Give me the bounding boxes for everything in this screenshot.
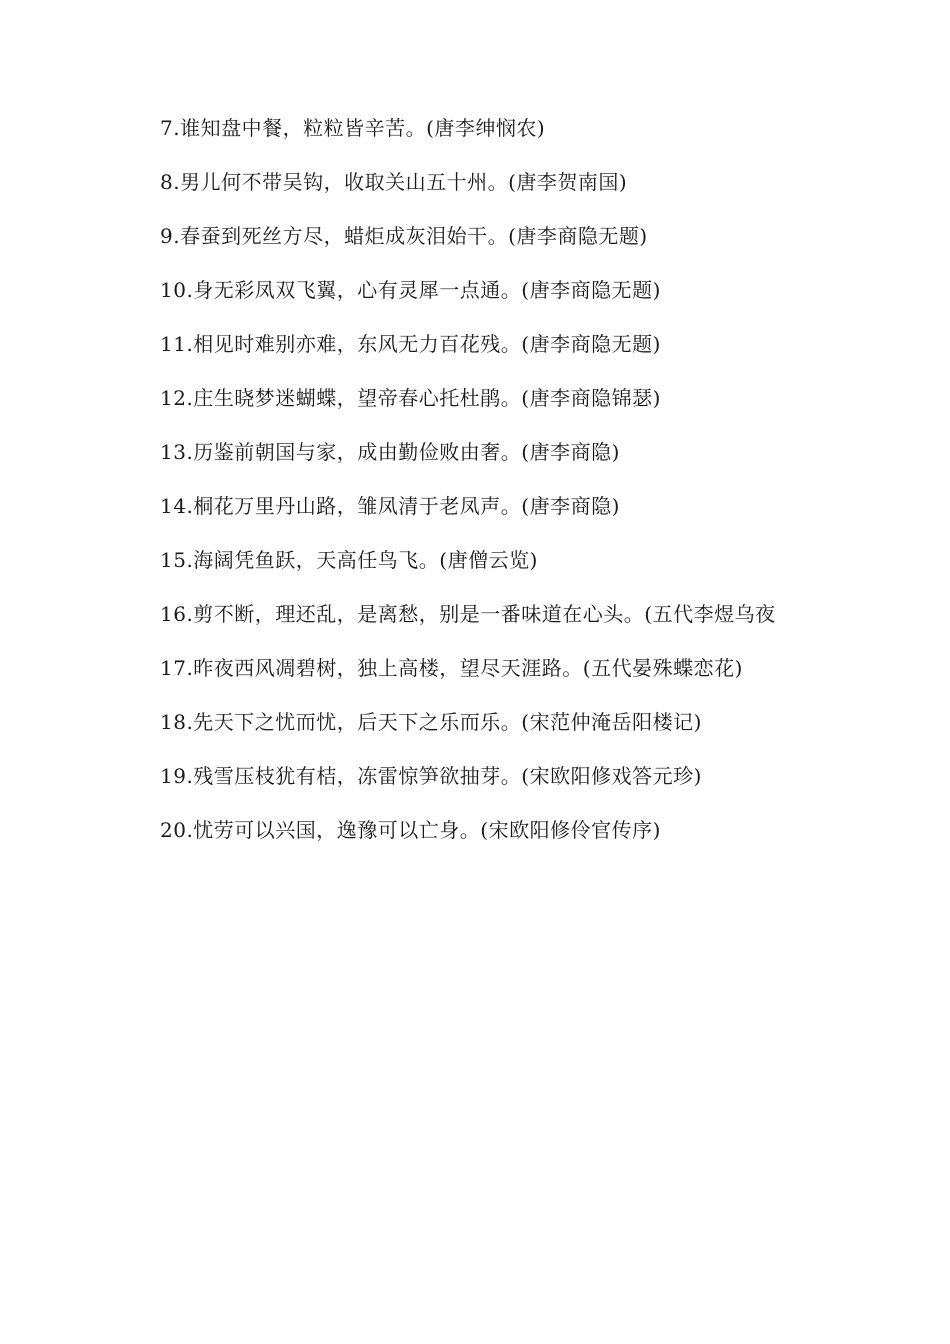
quote-line-19: 19.残雪压枝犹有桔，冻雷惊笋欲抽芽。(宋欧阳修戏答元珍) bbox=[160, 764, 702, 788]
quote-list bbox=[160, 113, 940, 869]
quote-line-18: 18.先天下之忧而忧，后天下之乐而乐。(宋范仲淹岳阳楼记) bbox=[160, 710, 702, 734]
quote-line-8: 8.男儿何不带吴钩，收取关山五十州。(唐李贺南国) bbox=[160, 170, 628, 194]
quote-line-7: 7.谁知盘中餐，粒粒皆辛苦。(唐李绅悯农) bbox=[160, 116, 546, 140]
quote-line-16: 16.剪不断，理还乱，是离愁，别是一番味道在心头。(五代李煜乌夜 bbox=[160, 602, 776, 626]
quote-line-17: 17.昨夜西风凋碧树，独上高楼，望尽天涯路。(五代晏殊蝶恋花) bbox=[160, 656, 743, 680]
quote-line-20: 20.忧劳可以兴国，逸豫可以亡身。(宋欧阳修伶官传序) bbox=[160, 818, 661, 842]
quote-line-9: 9.春蚕到死丝方尽，蜡炬成灰泪始干。(唐李商隐无题) bbox=[160, 224, 648, 248]
quote-line-11: 11.相见时难别亦难，东风无力百花残。(唐李商隐无题) bbox=[160, 332, 661, 356]
quote-line-15: 15.海阔凭鱼跃，天高任鸟飞。(唐僧云览) bbox=[160, 548, 538, 572]
quote-line-10: 10.身无彩凤双飞翼，心有灵犀一点通。(唐李商隐无题) bbox=[160, 278, 661, 302]
quote-line-14: 14.桐花万里丹山路，雏凤清于老凤声。(唐李商隐) bbox=[160, 494, 620, 518]
quote-line-13: 13.历鉴前朝国与家，成由勤俭败由奢。(唐李商隐) bbox=[160, 440, 620, 464]
quote-line-12: 12.庄生晓梦迷蝴蝶，望帝春心托杜鹃。(唐李商隐锦瑟) bbox=[160, 386, 661, 410]
